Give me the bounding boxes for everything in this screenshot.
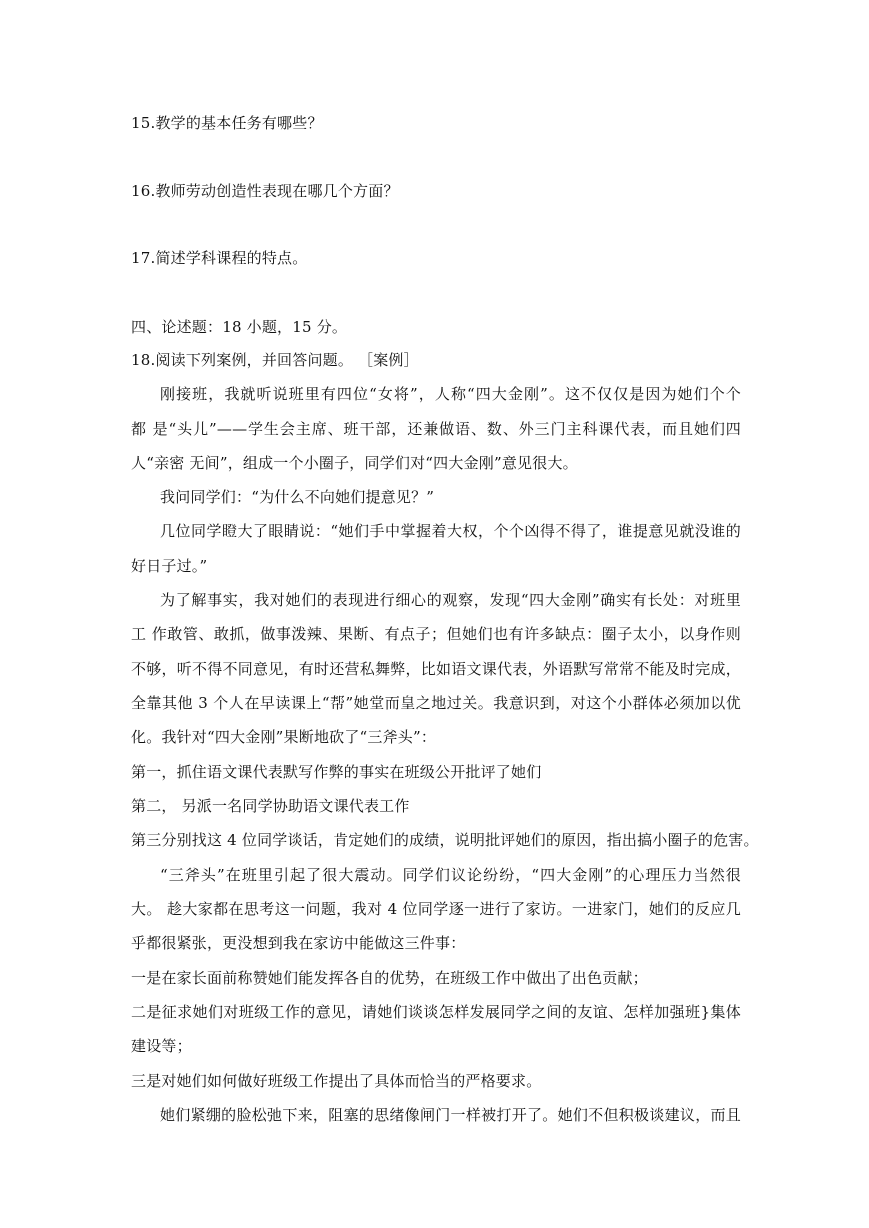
case-paragraph-line: 为了解事实，我对她们的表现进行细心的观察，发现“四大金刚”确实有长处：对班里 xyxy=(160,591,741,609)
case-list-item: 第三分别找这 4 位同学谈话，肯定她们的成绩，说明批评她们的原因，指出搞小圈子的危害。 xyxy=(131,831,759,849)
case-list-item: 三是对她们如何做好班级工作提出了具体而恰当的严格要求。 xyxy=(131,1072,542,1090)
case-paragraph-line: 几位同学瞪大了眼睛说：“她们手中掌握着大权，个个凶得不得了，谁提意见就没谁的 xyxy=(160,522,741,540)
section-heading-essay: 四、论述题：18 小题，15 分。 xyxy=(131,318,348,336)
case-list-item: 二是征求她们对班级工作的意见，请她们谈谈怎样发展同学之间的友谊、怎样加强班}集体 xyxy=(131,1003,741,1021)
case-paragraph-line: 好日子过。” xyxy=(131,557,208,575)
case-paragraph-line: 乎都很紧张，更没想到我在家访中能做这三件事： xyxy=(131,934,466,952)
case-paragraph-line: 化。我针对“四大金刚”果断地砍了“三斧头”： xyxy=(131,728,437,746)
case-paragraph-line: 人“亲密 无间”，组成一个小圈子，同学们对“四大金刚”意见很大。 xyxy=(131,454,578,472)
question-18-prompt: 18.阅读下列案例，并回答问题。 ［案例］ xyxy=(131,351,419,369)
question-16: 16.教师劳动创造性表现在哪几个方面？ xyxy=(131,182,399,200)
case-paragraph-line: 全靠其他 3 个人在早读课上“帮”她堂而皇之地过关。我意识到，对这个小群体必须加以优 xyxy=(131,694,741,712)
question-15: 15.教学的基本任务有哪些？ xyxy=(131,114,323,132)
case-paragraph-line: 大。 趁大家都在思考这一问题，我对 4 位同学逐一进行了家访。一进家门，她们的反应几 xyxy=(131,900,741,918)
case-paragraph-line: 我问同学们：“为什么不向她们提意见？” xyxy=(160,488,435,506)
case-paragraph-line: 她们紧绷的脸松弛下来，阻塞的思绪像闸门一样被打开了。她们不但积极谈建议，而且 xyxy=(160,1106,741,1124)
case-list-item: 第二， 另派一名同学协助语文课代表工作 xyxy=(131,797,410,815)
case-list-item: 第一，抓住语文课代表默写作弊的事实在班级公开批评了她们 xyxy=(131,763,542,781)
case-list-item: 建设等； xyxy=(131,1037,192,1055)
case-paragraph-line: “三斧头”在班里引起了很大震动。同学们议论纷纷，“四大金刚”的心理压力当然很 xyxy=(160,866,741,884)
case-list-item: 一是在家长面前称赞她们能发挥各自的优势，在班级工作中做出了出色贡献； xyxy=(131,969,648,987)
case-paragraph-line: 刚接班，我就听说班里有四位“女将”，人称“四大金刚”。这不仅仅是因为她们个个 xyxy=(160,385,741,403)
case-paragraph-line: 不够，听不得不同意见，有时还营私舞弊，比如语文课代表，外语默写常常不能及时完成， xyxy=(131,660,741,678)
case-paragraph-line: 工 作敢管、敢抓，做事泼辣、果断、有点子；但她们也有许多缺点：圈子太小，以身作则 xyxy=(131,625,741,643)
case-paragraph-line: 都 是“头儿”——学生会主席、班干部，还兼做语、数、外三门主科课代表，而且她们四 xyxy=(131,420,741,438)
question-17: 17.简述学科课程的特点。 xyxy=(131,249,308,267)
